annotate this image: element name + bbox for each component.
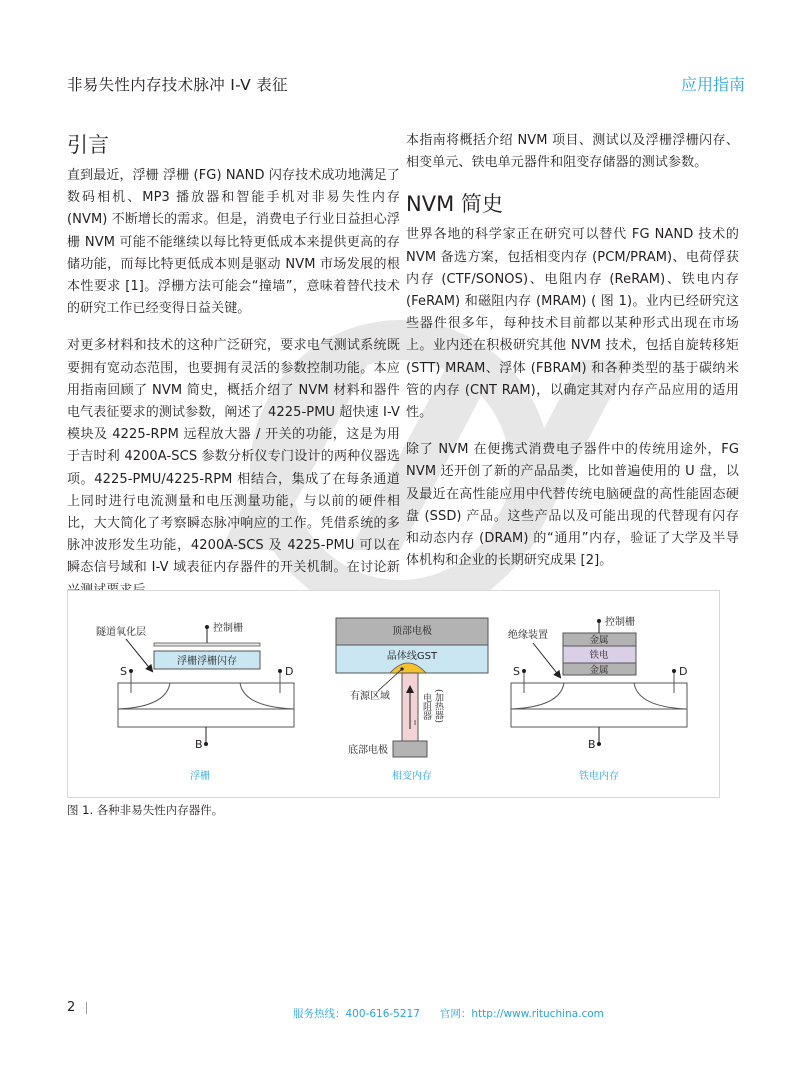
floating-gate-diagram bbox=[96, 621, 294, 782]
footer-contact bbox=[293, 1006, 604, 1021]
intro-paragraph-1: 直到最近，浮栅 浮栅 (FG) NAND 闪存技术成功地满足了数码相机、MP3 播放器和智能手机对非易失性内存 (NVM) 不断增长的需求。但是，消费电子行业日益担心浮栅 NVM 可能不能继续以每比特更低成本来提供更高的存储功能，而每比特更低成本则是驱动 NVM 市场发展的根本性要求 [1]。浮栅方法可能会“撞墙”，意味着替代技术的研究工作已经变得日益关键。 bbox=[67, 168, 400, 317]
fg-tunnel-oxide-arrow bbox=[126, 639, 152, 671]
left-column bbox=[67, 130, 400, 617]
pcm-current-label: I bbox=[414, 719, 417, 727]
page-number: 2 bbox=[67, 1000, 76, 1015]
fe-substrate bbox=[511, 683, 687, 727]
fg-source-label: S bbox=[120, 665, 127, 678]
fe-drain-label: D bbox=[679, 665, 688, 678]
website-link[interactable]: 官网：http://www.rituchina.com bbox=[439, 1008, 604, 1020]
figure-caption: 图 1. 各种非易失性内存器件。 bbox=[67, 803, 224, 817]
history-paragraph-1: 世界各地的科学家正在研究可以替代 FG NAND 技术的 NVM 备选方案，包括相变内存 (PCM/PRAM)、电荷俘获内存 (CTF/SONOS)、电阻内存 (ReRAM)、铁电内存 (FeRAM) 和磁阻内存 (MRAM) ( 图 1)。业内已经研究这些器件很多年，每种技术目前都以某种形式出现在市场上。业内还在积极研究其他 NVM 技术，包括自旋转移矩 (STT) MRAM、浮体 (FBRAM) 和各种类型的基于碳纳米管的内存 (CNT RAM)，以确定其对内存产品应用的适用性。 bbox=[406, 227, 739, 421]
fg-control-gate-label: 控制栅 bbox=[213, 623, 243, 634]
pcm-gst-label: 晶体线GST bbox=[386, 651, 438, 662]
fe-control-gate-label: 控制栅 bbox=[605, 617, 635, 628]
fe-metal-bottom-label: 金属 bbox=[589, 665, 609, 676]
fg-tunnel-oxide-label: 隧道氧化层 bbox=[96, 627, 146, 638]
fe-source-label: S bbox=[513, 665, 520, 678]
fg-drain-terminal bbox=[278, 669, 282, 673]
figure-1 bbox=[67, 590, 720, 798]
fg-body-terminal bbox=[204, 742, 208, 746]
figure-1-diagram bbox=[68, 591, 719, 797]
fg-drain-label: D bbox=[285, 665, 294, 678]
right-column bbox=[406, 130, 739, 587]
history-paragraph-2: 除了 NVM 在便携式消费电子器件中的传统用途外，FG NVM 还开创了新的产品品类，比如普遍使用的 U 盘，以及最近在高性能应用中代替传统电脑硬盘的高性能固态硬盘 (SSD) 产品。这些产品以及可能出现的代替现有闪存和动态内存 (DRAM) 的“通用”内存，验证了大学及半导体机构和企业的长期研究成果 [2]。 bbox=[406, 442, 739, 569]
fe-body-label: B bbox=[588, 738, 596, 751]
fe-source-terminal bbox=[522, 669, 526, 673]
document-category: 应用指南 bbox=[680, 75, 745, 94]
fg-source-terminal bbox=[129, 669, 133, 673]
fe-drain-terminal bbox=[672, 669, 676, 673]
pcm-active-region-label: 有源区域 bbox=[350, 691, 390, 702]
fe-insulator-arrow bbox=[533, 643, 560, 677]
pcm-heater-label: (加热器) bbox=[433, 689, 443, 724]
ferroelectric-diagram bbox=[508, 615, 687, 782]
fe-title: 铁电内存 bbox=[579, 771, 619, 782]
fg-control-gate-plate bbox=[154, 643, 260, 646]
fe-control-gate-terminal bbox=[597, 619, 601, 623]
intro-paragraph-2: 对更多材料和技术的这种广泛研究，要求电气测试系统既要拥有宽动态范围，也要拥有灵活的参数控制功能。本应用指南回顾了 NVM 简史，概括介绍了 NVM 材料和器件电气表征要求的测试参数，阐述了 4225-PMU 超快速 I-V 模块及 4225-RPM 远程放大器 / 开关的功能，这是为用于吉时利 4200A-SCS 参数分析仪专门设计的两种仪器选项。4225-PMU/4225-RPM 相结合，集成了在每条通道上同时进行电流测量和电压测量功能，与以前的硬件相比，大大简化了考察瞬态脉冲响应的工作。凭借系统的多脉冲波形发生功能，4200A-SCS 及 4225-PMU 可以在瞬态信号域和 I-V 域表征内存器件的开关机制。在讨论新 bbox=[67, 338, 400, 576]
intro-paragraph-3: 本指南将概括介绍 NVM 项目、测试以及浮栅浮栅闪存、相变单元、铁电单元器件和阻变存储器的测试参数。 bbox=[406, 133, 739, 171]
fe-metal-top-label: 金属 bbox=[589, 635, 609, 646]
section-heading-intro: 引言 bbox=[67, 133, 109, 157]
fg-floating-gate-label: 浮栅浮栅闪存 bbox=[177, 656, 237, 667]
pcm-bottom-electrode bbox=[393, 741, 427, 757]
service-hotline: 服务热线：400-616-5217 bbox=[293, 1008, 420, 1020]
fg-control-gate-terminal bbox=[205, 625, 209, 629]
section-heading-history: NVM 简史 bbox=[406, 192, 503, 217]
pcm-bottom-electrode-label: 底部电极 bbox=[348, 745, 388, 756]
fg-title: 浮栅 bbox=[190, 771, 210, 782]
pcm-top-electrode-label: 顶部电极 bbox=[392, 626, 432, 637]
fe-ferro-label: 铁电 bbox=[589, 650, 609, 661]
phase-change-diagram bbox=[336, 618, 488, 782]
pcm-title: 相变内存 bbox=[392, 771, 432, 782]
fg-body-label: B bbox=[195, 738, 203, 751]
document-title: 非易失性内存技术脉冲 I-V 表征 bbox=[67, 76, 288, 94]
fe-insulator-label: 绝缘装置 bbox=[508, 630, 548, 641]
footer-separator bbox=[86, 1002, 87, 1014]
pcm-resistor-label: 电阻器 bbox=[421, 693, 431, 720]
fe-body-terminal bbox=[597, 742, 601, 746]
